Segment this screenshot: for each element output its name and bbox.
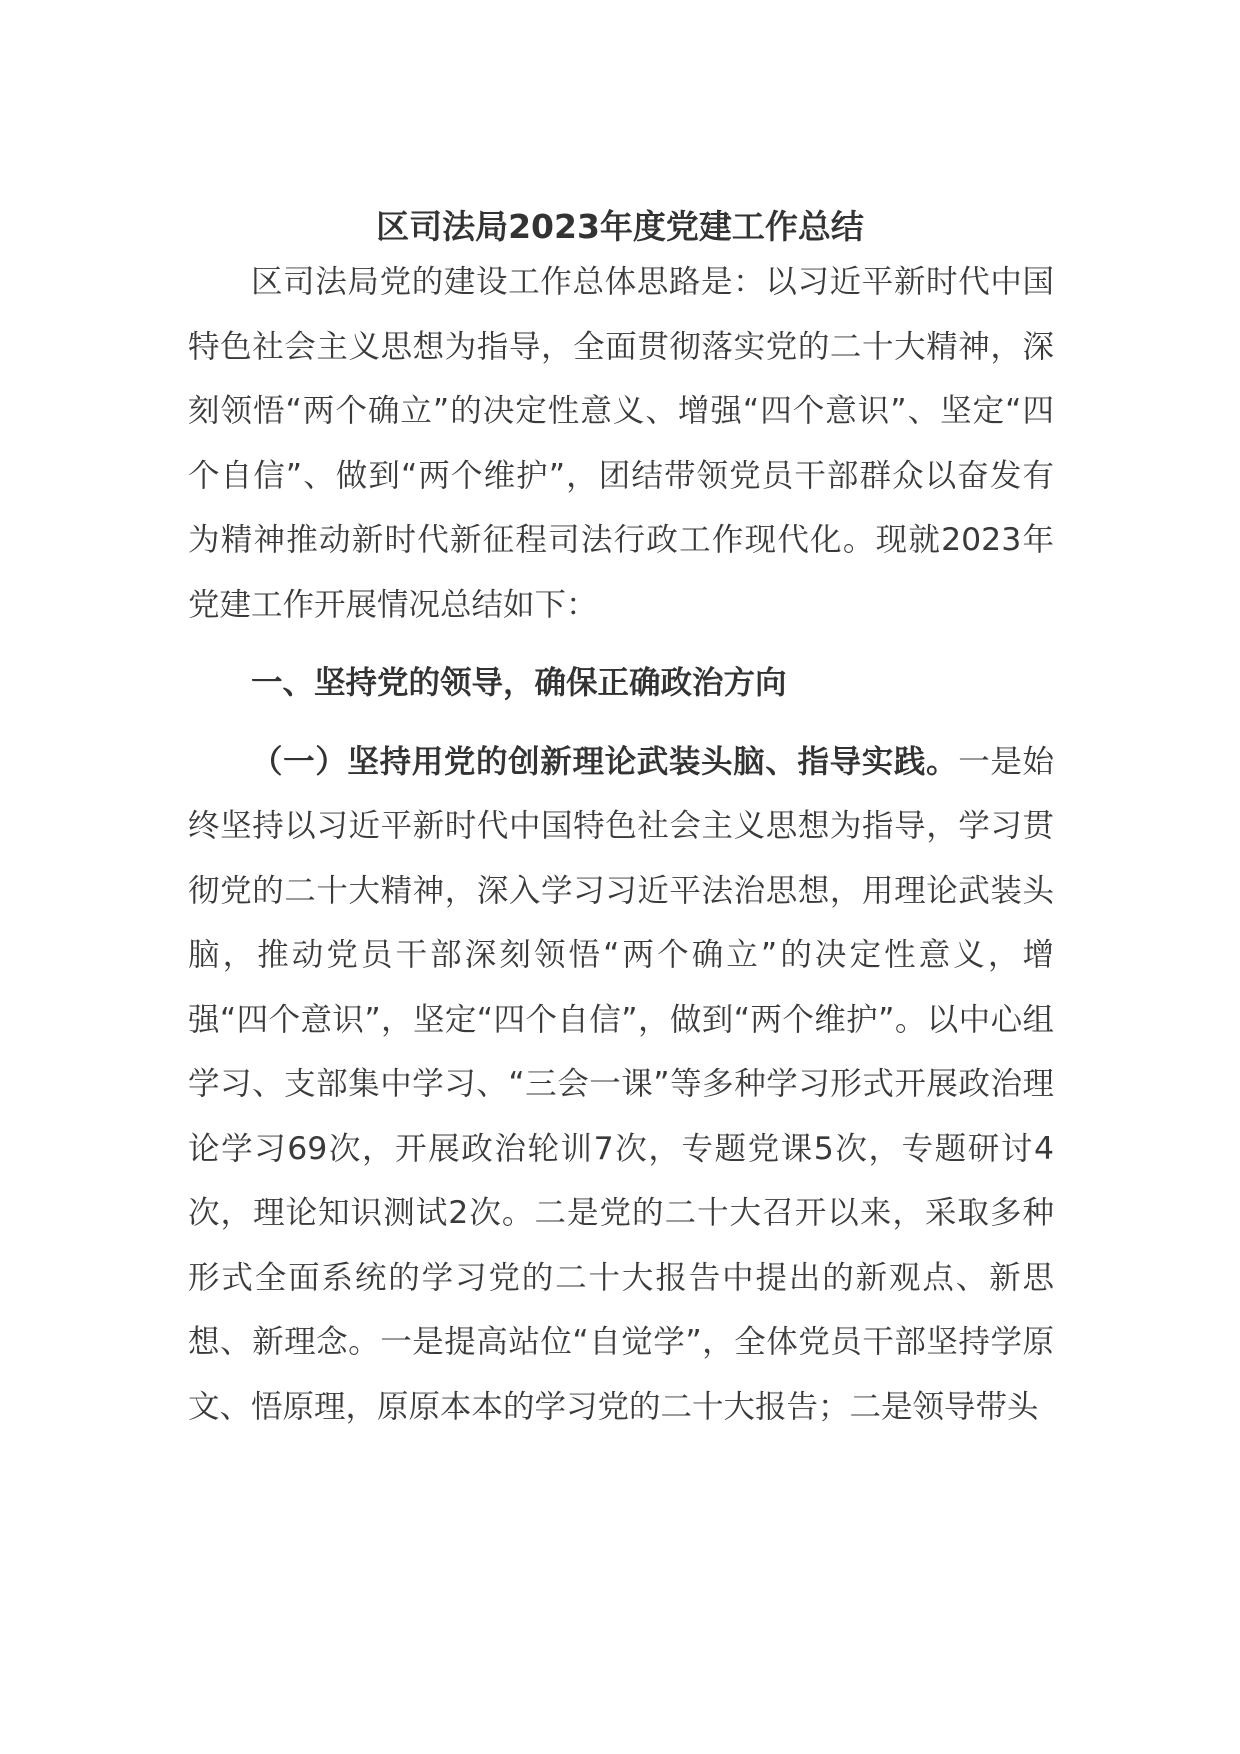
subsection-heading: （一）坚持用党的创新理论武装头脑、指导实践。 (251, 743, 959, 780)
subsection-paragraph (188, 730, 1054, 1440)
subsection-body-text: 一是始终坚持以习近平新时代中国特色社会主义思想为指导，学习贯彻党的二十大精神，深入学习习近平法治思想，用理论武装头脑，推动党员干部深刻领悟“两个确立”的决定性意义，增强“四个意识”，坚定“四个自信”，做到“两个维护”。以中心组学习、支部集中学习、“三会一课”等多种学习形式开展政治理论学习69次，开展政治轮训7次，专题党课5次，专题研讨4次，理论知识测试2次。二是党的二十大召开以来，采取多种形式全面系统的学习党的二十大报告中提出的新观点、新思想、新理念。一是提高站位“自觉学”，全体党员干部坚持学原文、悟原理，原原本本的学习党的二十大报告；二是领导带头 (188, 743, 1054, 1425)
document-body (188, 250, 1054, 1439)
section-heading: 一、坚持党的领导，确保正确政治方向 (251, 665, 787, 701)
document-title: 区司法局2023年度党建工作总结 (376, 207, 864, 246)
intro-paragraph: 区司法局党的建设工作总体思路是：以习近平新时代中国特色社会主义思想为指导，全面贯彻落实党的二十大精神，深刻领悟“两个确立”的决定性意义、增强“四个意识”、坚定“四个自信”、做到“两个维护”，团结带领党员干部群众以奋发有为精神推动新时代新征程司法行政工作现代化。现就2023年党建工作开展情况总结如下： (188, 264, 1054, 623)
